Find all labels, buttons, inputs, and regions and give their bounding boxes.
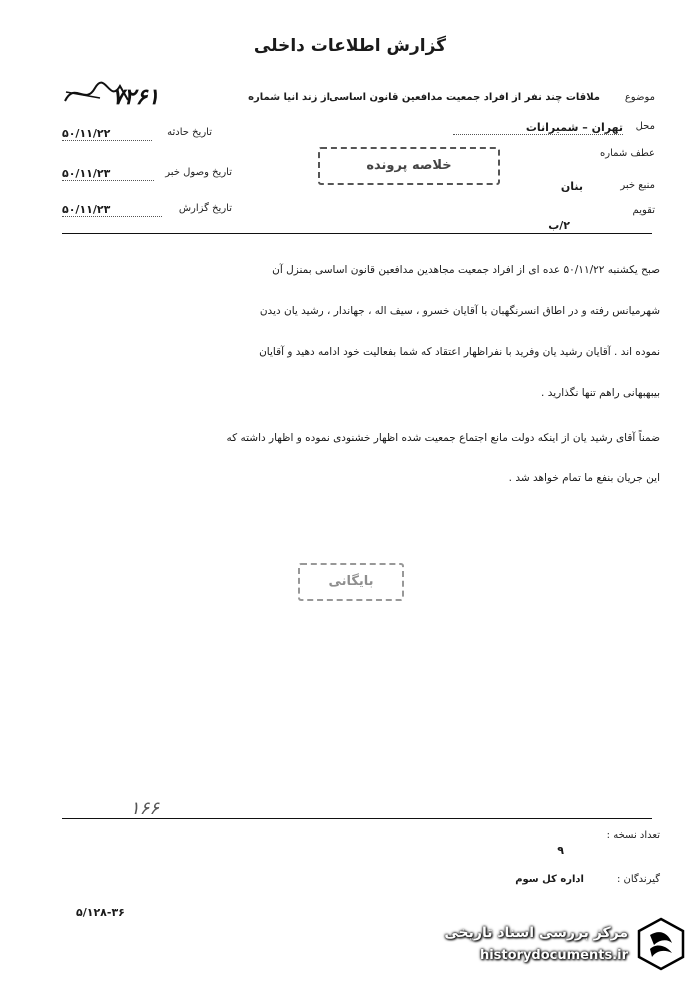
source-row	[520, 180, 655, 196]
archive-stamp: بایگانی	[298, 563, 404, 601]
watermark-url: historydocuments.ir	[479, 948, 628, 963]
received-date-label: تاریخ وصول خبر	[165, 167, 232, 178]
report-date-row	[62, 203, 232, 219]
document-number: ۵/۱۲۸-۳۶	[76, 906, 125, 919]
received-date-row	[62, 167, 232, 183]
body-line-2: شهرمیانس رفته و در اطاق انسرنگهبان با آقایان خسرو ، سیف اله ، جهاندار ، رشید یان دیدن	[259, 305, 660, 317]
footer-divider	[62, 818, 652, 819]
copies-row	[520, 830, 660, 866]
incident-date-row	[62, 127, 212, 143]
header-divider	[62, 233, 652, 234]
watermark	[410, 915, 690, 975]
copies-value: ۹	[557, 844, 564, 857]
body-line-6: این جریان بنفع ما تمام خواهد شد .	[508, 472, 660, 484]
reference-number: ۷۲۶۱	[112, 84, 160, 110]
history-documents-logo-icon	[636, 917, 686, 971]
body-line-1: صبح یکشنبه ۵۰/۱۱/۲۲ عده ای از افراد جمعیت مجاهدین مدافعین قانون اساسی بمنزل آن	[272, 264, 660, 276]
body-line-5: ضمناً آقای رشید یان از اینکه دولت مانع اجتماع جمعیت شده اظهار خشنودی نموده و اظهار داشته که	[226, 432, 660, 444]
recipients-label: گیرندگان :	[616, 874, 660, 885]
place-value: تهران – شمیرانات	[453, 121, 623, 135]
related-row	[540, 148, 655, 164]
recipients-value: اداره کل سوم	[515, 874, 584, 885]
handwritten-margin-number: ۱۶۶	[130, 798, 160, 819]
topic-value: ملاقات چند نفر از افراد جمعیت مدافعین قانون اساسی	[329, 92, 600, 103]
assessment-row	[520, 205, 655, 235]
place-row	[440, 121, 655, 137]
source-value: بنان	[560, 180, 583, 193]
assessment-label: تقویم	[632, 205, 655, 216]
topic-row	[200, 92, 655, 110]
source-label: منبع خبر	[620, 180, 655, 191]
report-date-value: ۵۰/۱۱/۲۳	[62, 203, 162, 217]
body-line-3: نموده اند . آقایان رشید یان وفرید با نفراظهار اعتقاد که شما بفعالیت خود ادامه دهید و آقایان	[259, 346, 660, 358]
received-date-value: ۵۰/۱۱/۲۳	[62, 167, 154, 181]
assessment-value: ۲/ب	[548, 219, 570, 232]
recipients-row	[440, 874, 660, 890]
page-title: گزارش اطلاعات داخلی	[253, 36, 447, 56]
copies-label: تعداد نسخه :	[606, 830, 660, 841]
body-line-4: بیبهبهانی راهم تنها نگذارید .	[541, 387, 660, 399]
file-summary-stamp: خلاصه پرونده	[318, 147, 500, 185]
place-label: محل	[635, 121, 655, 132]
watermark-brand: مرکز بررسی اسناد تاریخی	[444, 925, 628, 941]
incident-date-value: ۵۰/۱۱/۲۲	[62, 127, 152, 141]
report-date-label: تاریخ گزارش	[178, 203, 232, 214]
topic-ref-label: از زند انیا شماره	[248, 92, 330, 103]
topic-label: موضوع	[624, 92, 655, 103]
related-label: عطف شماره	[600, 148, 655, 159]
incident-date-label: تاریخ حادثه	[167, 127, 212, 138]
